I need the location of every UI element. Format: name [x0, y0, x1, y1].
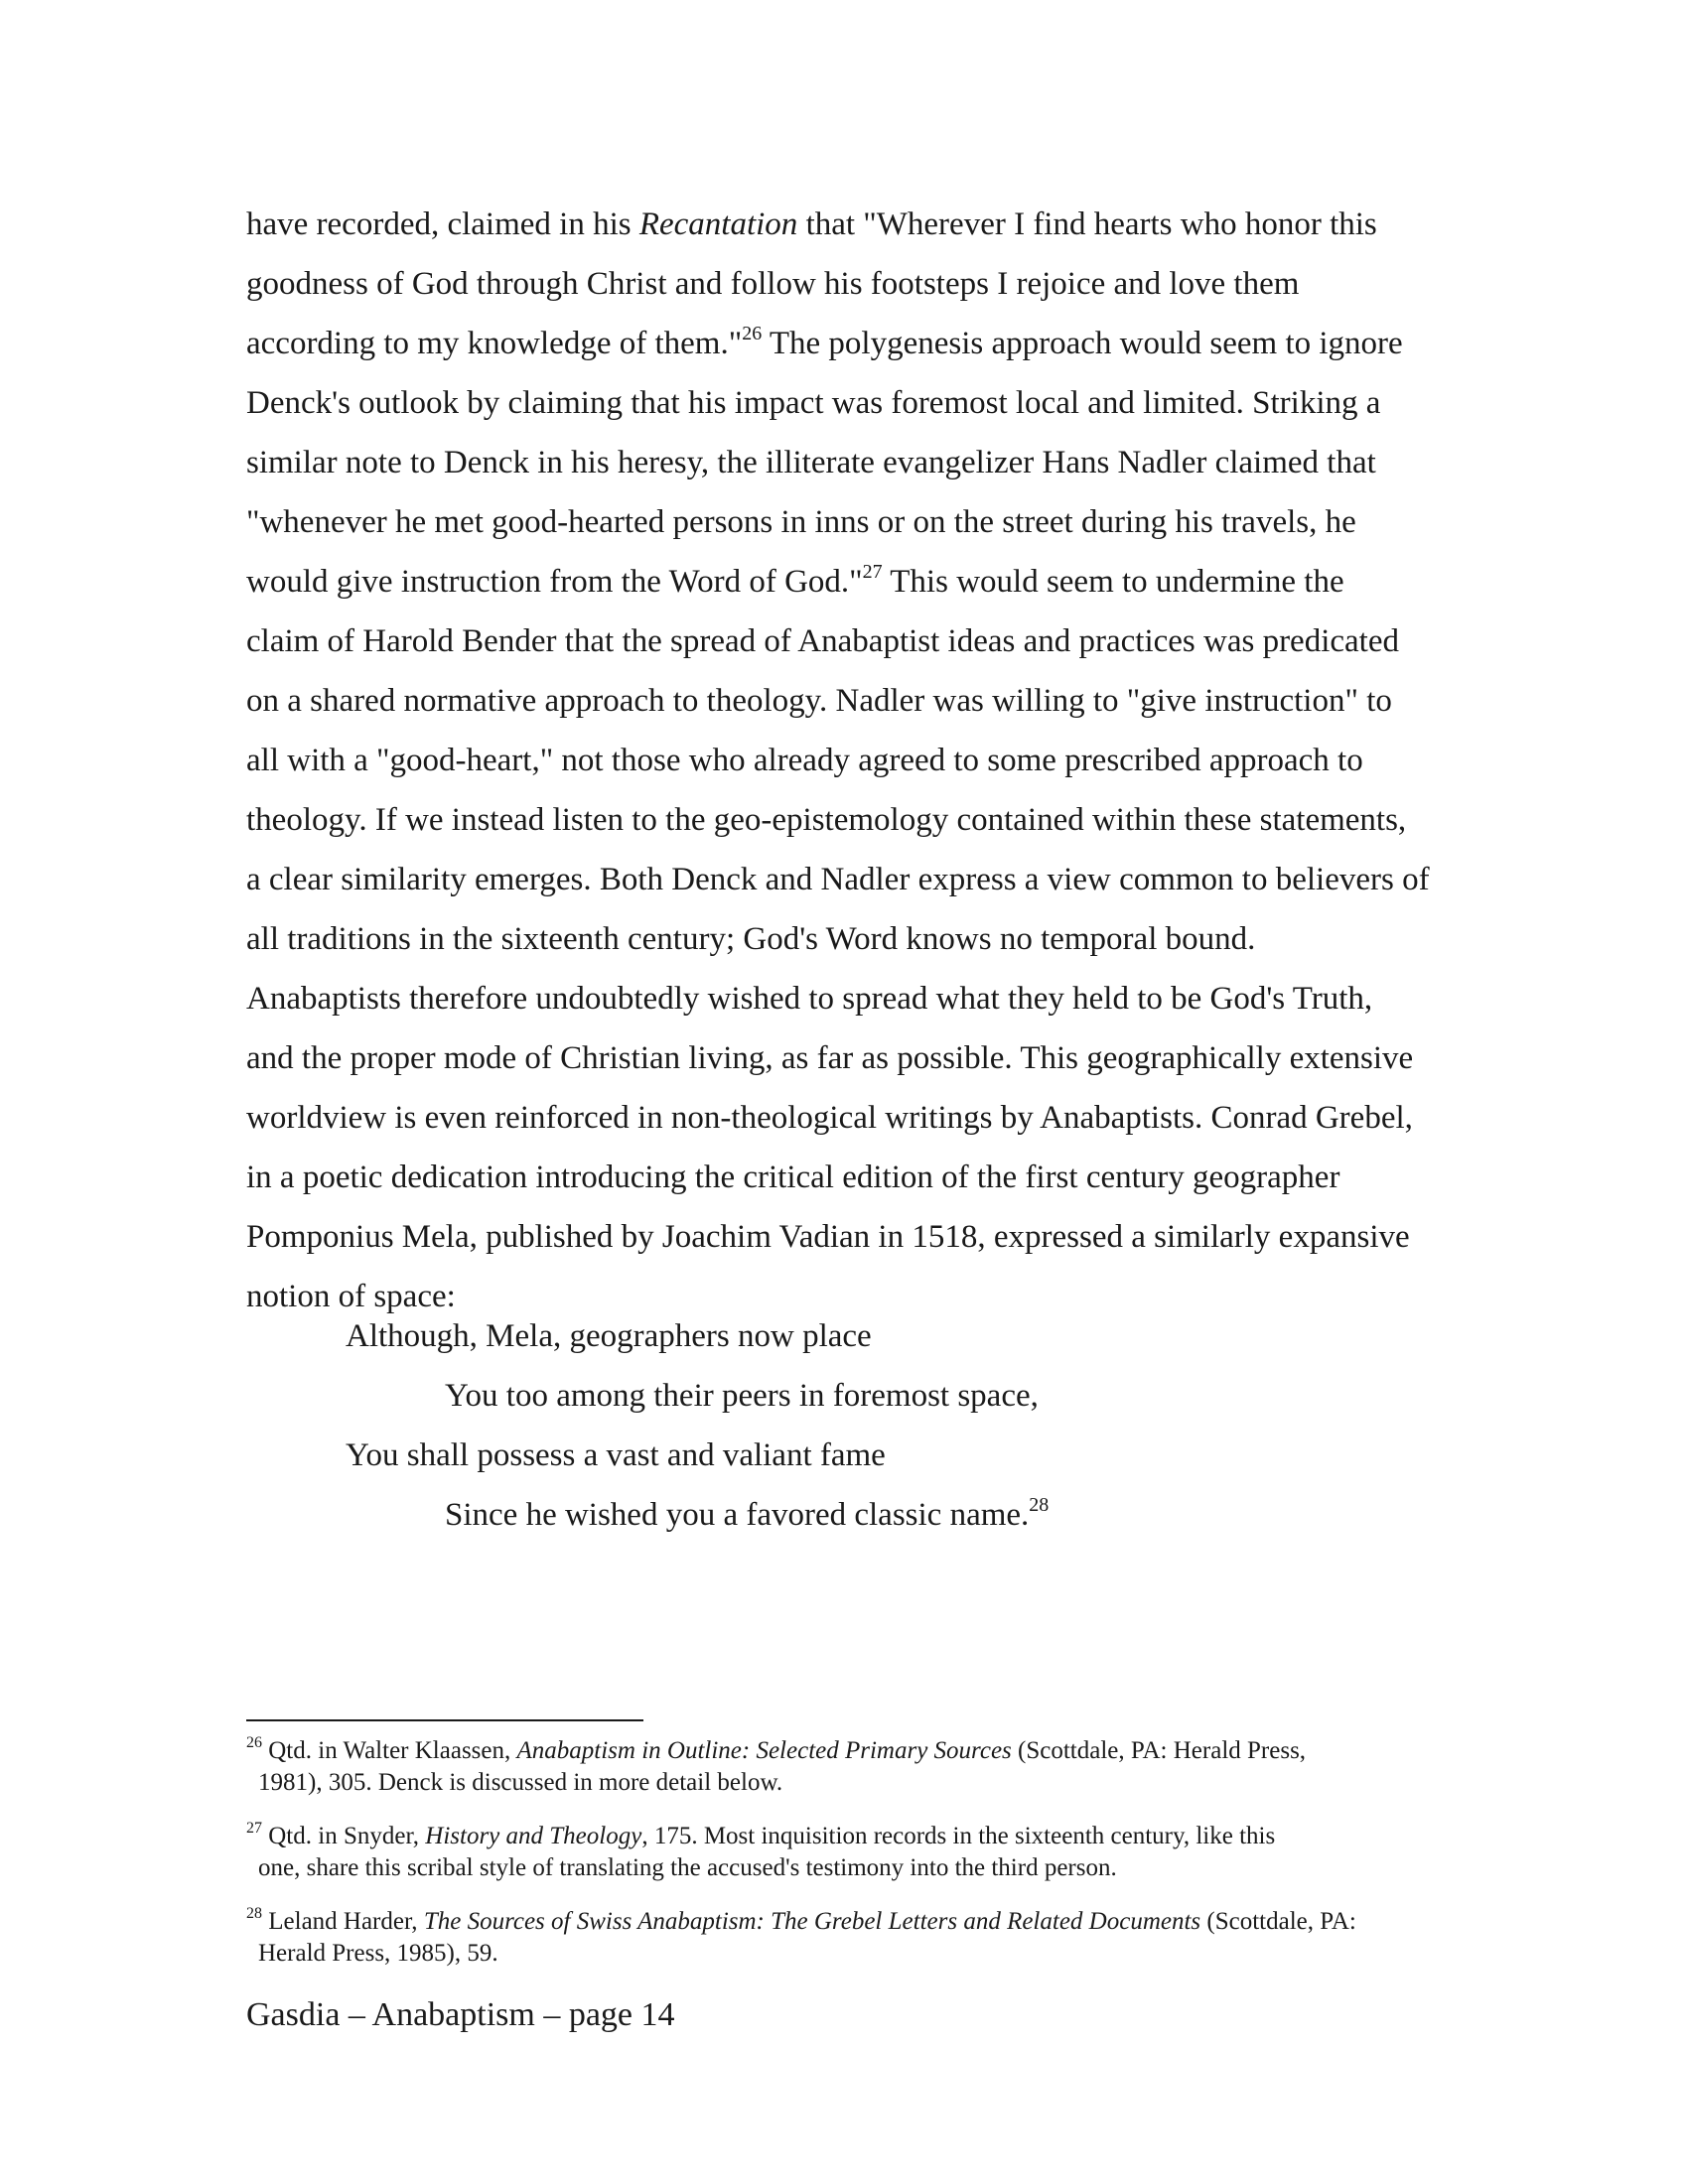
italic-title: Recantation	[638, 206, 798, 242]
poem-line: You shall possess a vast and valiant fame	[346, 1437, 886, 1473]
body-line	[246, 373, 1438, 433]
text-run: and the proper mode of Christian living, as far as possible. This geographically extensive	[246, 1040, 1414, 1076]
text-run: Pomponius Mela, published by Joachim Vadian in 1518, expressed a similarly expansive	[246, 1219, 1410, 1255]
text-run: on a shared normative approach to theology. Nadler was willing to "give instruction" to	[246, 683, 1392, 719]
body-line	[246, 850, 1438, 909]
text-run: according to my knowledge of them."	[246, 326, 743, 361]
text-run: a clear similarity emerges. Both Denck and Nadler express a view common to believers of	[246, 862, 1430, 897]
text-run: theology. If we instead listen to the geo-epistemology contained within these statements,	[246, 802, 1407, 838]
text-run: claim of Harold Bender that the spread of Anabaptist ideas and practices was predicated	[246, 623, 1399, 659]
italic-title: The Sources of Swiss Anabaptism: The Grebel Letters and Related Documents	[423, 1908, 1201, 1935]
body-line	[246, 969, 1438, 1028]
body-line	[246, 314, 1438, 373]
text-run: Denck's outlook by claiming that his impact was foremost local and limited. Striking a	[246, 385, 1381, 421]
footnote-first-line	[246, 1821, 1438, 1852]
body-line	[246, 195, 1438, 254]
text-run: , 175. Most inquisition records in the sixteenth century, like this	[641, 1823, 1276, 1849]
poem-line-last	[246, 1485, 1438, 1545]
body-line	[246, 254, 1438, 314]
text-run: Leland Harder,	[268, 1908, 424, 1935]
footnote-ref: 27	[862, 561, 883, 583]
footnote-first-line	[246, 1906, 1438, 1938]
text-run: 1981), 305. Denck is discussed in more detail below.	[258, 1769, 783, 1796]
text-run: goodness of God through Christ and follow his footsteps I rejoice and love them	[246, 266, 1300, 302]
italic-title: Anabaptism in Outline: Selected Primary Sources	[516, 1737, 1012, 1764]
text-run: (Scottdale, PA: Herald Press,	[1011, 1737, 1307, 1764]
body-line	[246, 492, 1438, 552]
body-line	[246, 1207, 1438, 1267]
footnote-number: 26	[246, 1733, 262, 1751]
text-run: in a poetic dedication introducing the critical edition of the first century geographer	[246, 1160, 1340, 1195]
footnote-first-line	[246, 1735, 1438, 1767]
text-run: similar note to Denck in his heresy, the illiterate evangelizer Hans Nadler claimed that	[246, 445, 1376, 480]
footnote-continuation	[246, 1767, 1438, 1799]
footnote-separator	[246, 1719, 643, 1721]
text-run: Qtd. in Walter Klaassen,	[268, 1737, 517, 1764]
footnote-continuation	[246, 1938, 1438, 1970]
text-run: worldview is even reinforced in non-theological writings by Anabaptists. Conrad Grebel,	[246, 1100, 1413, 1136]
body-paragraph	[246, 195, 1438, 1326]
footnote	[246, 1735, 1438, 1799]
footnotes	[246, 1735, 1438, 1991]
text-run: This would seem to undermine the	[882, 564, 1344, 600]
poem-line: Although, Mela, geographers now place	[346, 1318, 872, 1354]
text-run: have recorded, claimed in his	[246, 206, 639, 242]
footnote-continuation	[246, 1852, 1438, 1884]
text-run: Qtd. in Snyder,	[268, 1823, 426, 1849]
text-run: The polygenesis approach would seem to ignore	[762, 326, 1403, 361]
body-line	[246, 1148, 1438, 1207]
block-quote-poem	[246, 1306, 1438, 1545]
footnote-number: 28	[246, 1904, 262, 1922]
footnote	[246, 1906, 1438, 1970]
text-run: would give instruction from the Word of God."	[246, 564, 863, 600]
italic-title: History and Theology	[425, 1823, 642, 1849]
body-line	[246, 1088, 1438, 1148]
text-run: "whenever he met good-hearted persons in inns or on the street during his travels, he	[246, 504, 1356, 540]
poem-line-text: Since he wished you a favored classic name.	[445, 1497, 1030, 1533]
body-line	[246, 671, 1438, 731]
footnote-ref: 26	[742, 323, 763, 344]
body-line	[246, 612, 1438, 671]
body-line	[246, 909, 1438, 969]
body-line	[246, 790, 1438, 850]
body-line	[246, 731, 1438, 790]
body-line	[246, 433, 1438, 492]
text-run: one, share this scribal style of translating the accused's testimony into the third person.	[258, 1854, 1117, 1881]
text-run: Anabaptists therefore undoubtedly wished to spread what they held to be God's Truth,	[246, 981, 1373, 1017]
page-footer: Gasdia – Anabaptism – page 14	[246, 1996, 675, 2033]
text-run: Herald Press, 1985), 59.	[258, 1940, 498, 1967]
text-run: (Scottdale, PA:	[1200, 1908, 1356, 1935]
text-run: notion of space:	[246, 1279, 456, 1314]
text-run: all traditions in the sixteenth century; God's Word knows no temporal bound.	[246, 921, 1256, 957]
body-line	[246, 552, 1438, 612]
footnote	[246, 1821, 1438, 1884]
text-run: that "Wherever I find hearts who honor this	[797, 206, 1377, 242]
text-run: all with a "good-heart," not those who already agreed to some prescribed approach to	[246, 743, 1363, 778]
poem-line: You too among their peers in foremost space,	[445, 1378, 1039, 1414]
body-line	[246, 1028, 1438, 1088]
footnote-number: 27	[246, 1819, 262, 1837]
footnote-ref: 28	[1029, 1494, 1050, 1516]
